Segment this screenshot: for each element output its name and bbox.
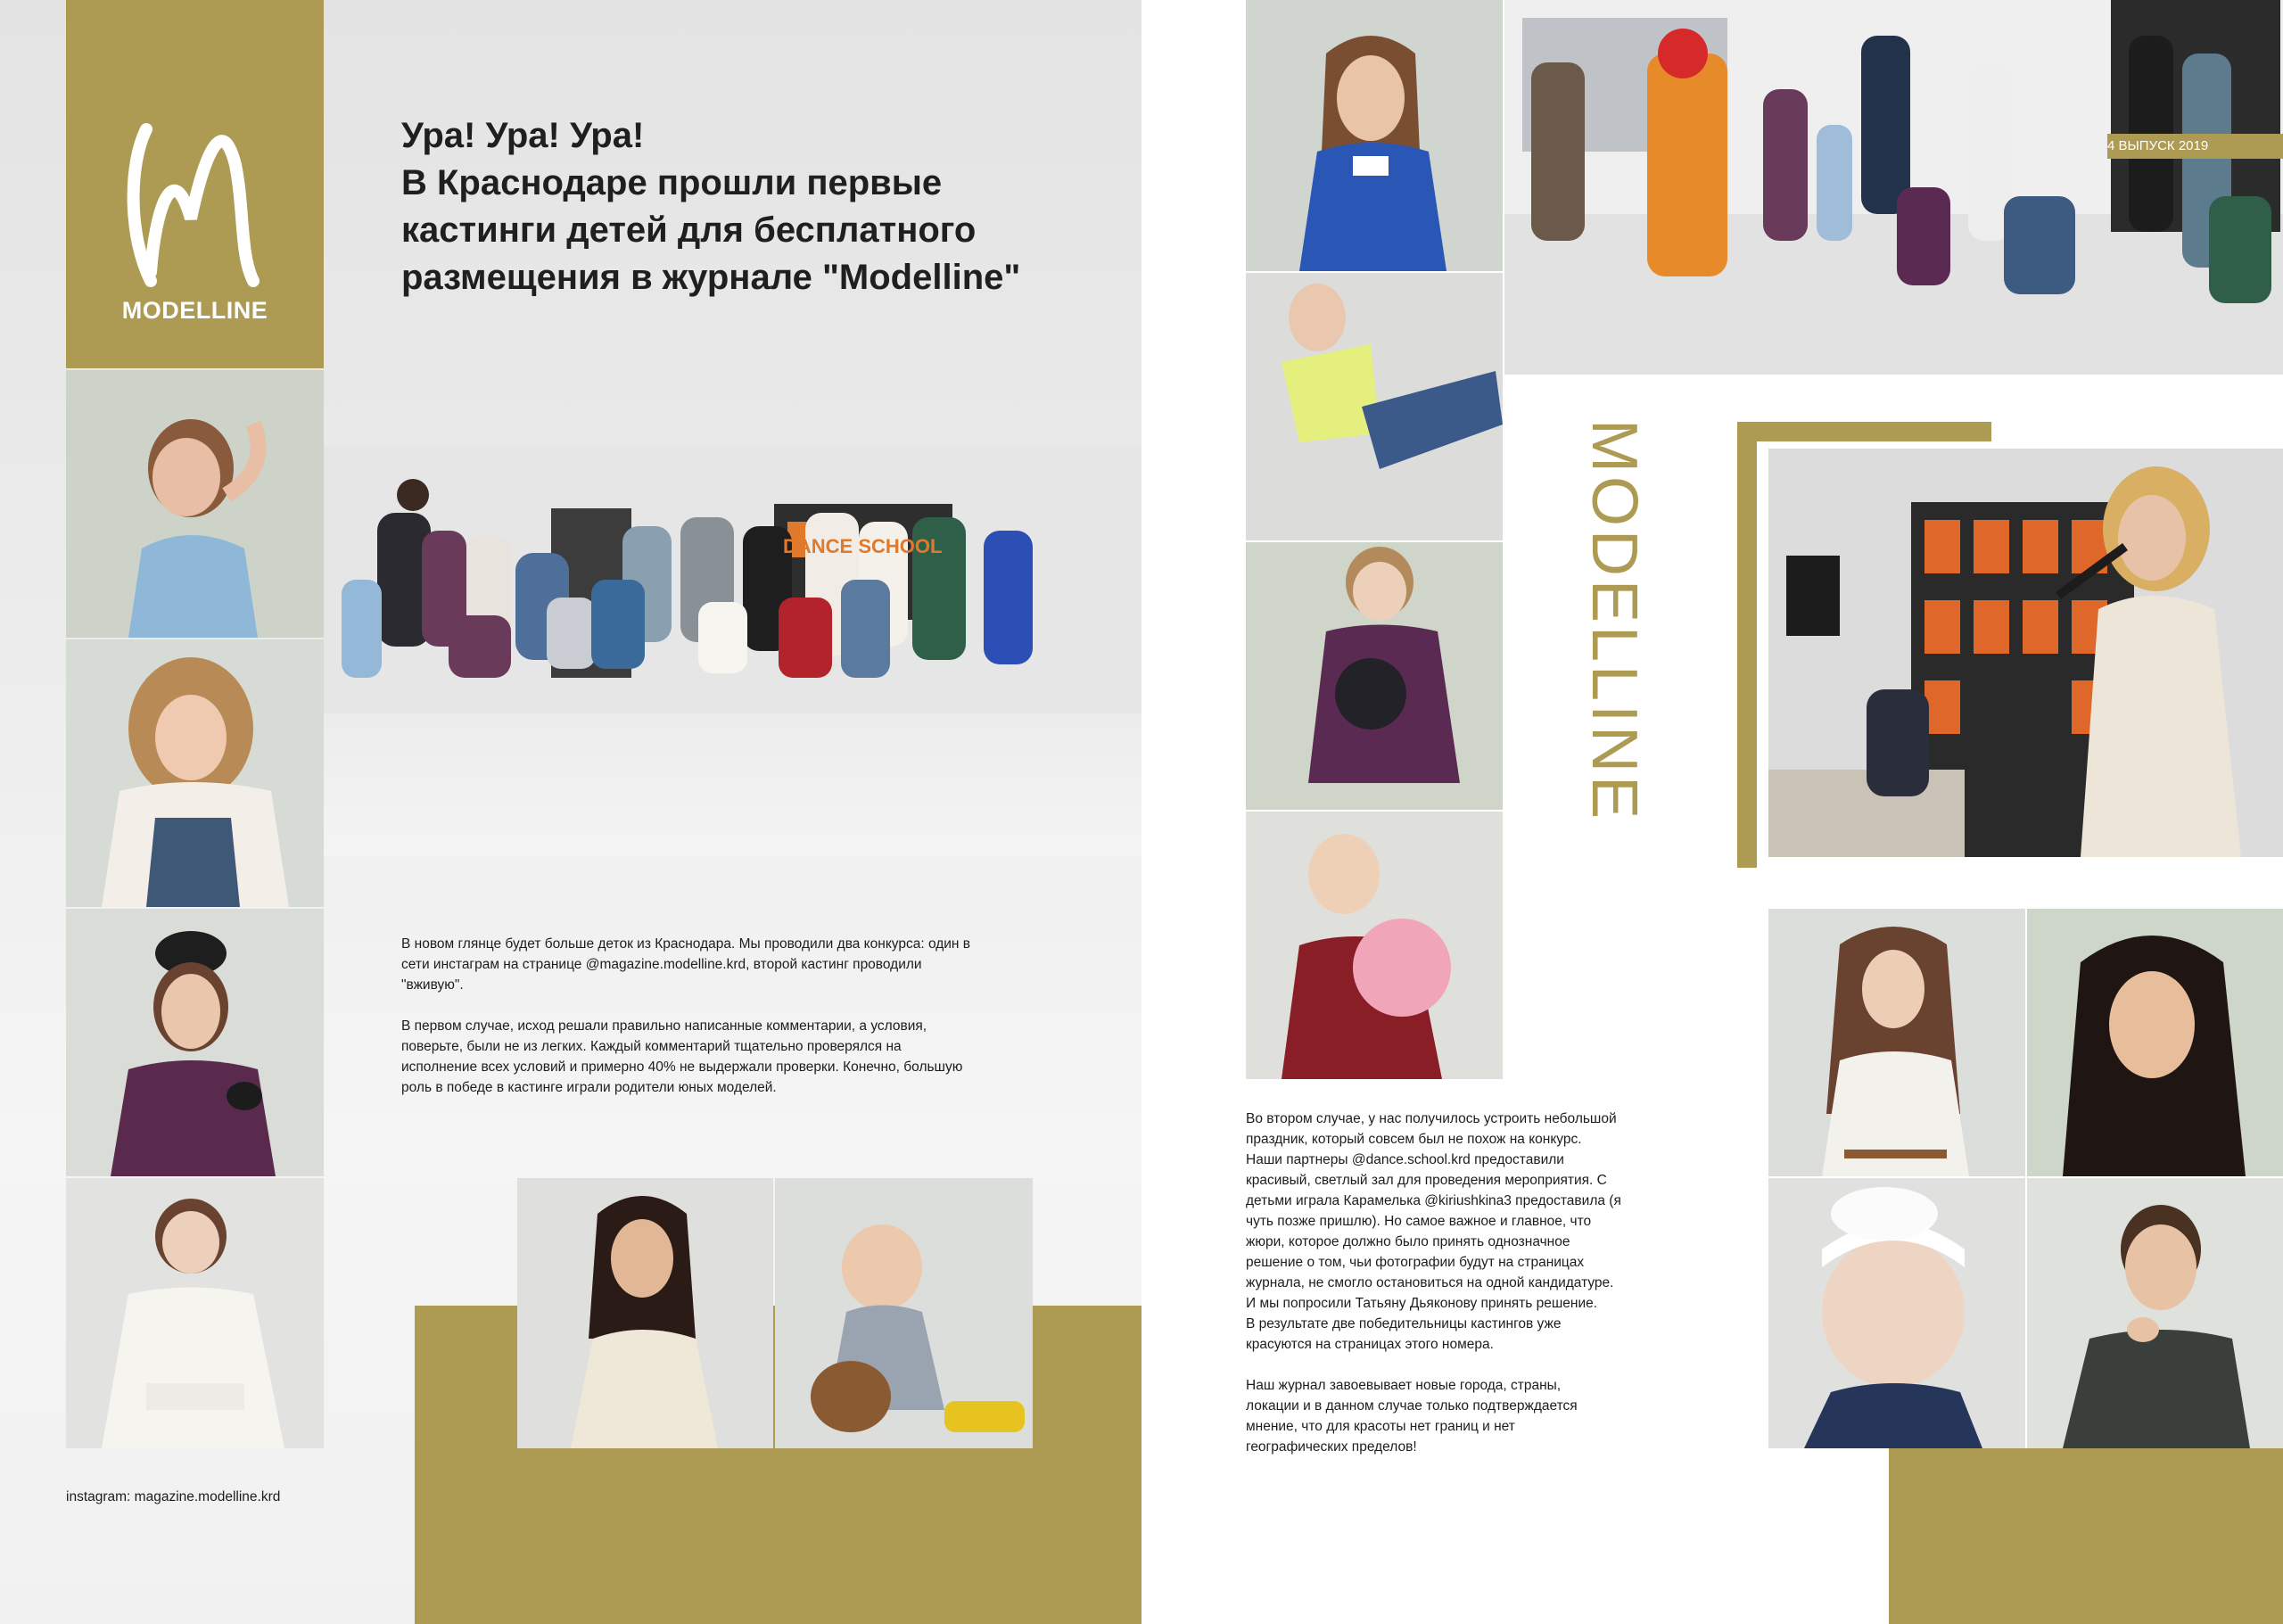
text-line: В новом глянце будет больше деток из Краснодара. Мы проводили два конкурса: один в [401,936,971,952]
photo-boy-pink-balloon [1246,812,1503,1079]
gold-frame-side [1737,422,1757,868]
text-line: детьми играла Карамелька @kiriushkina3 предоставила (я [1246,1193,1621,1208]
text-line: решение о том, чьи фотографии будут на страницах [1246,1255,1585,1270]
photo-toddler-white-dress [66,1178,324,1448]
text-line: В результате две победительницы кастингов уже [1246,1316,1562,1331]
text-line: праздник, который совсем был не похож на конкурс. [1246,1132,1582,1147]
photo-event-clown-kids [1504,0,2283,375]
photo-girl-blue-dress [66,370,324,638]
text-line: красуются на страницах этого номера. [1246,1337,1494,1352]
photo-girl-sitting-floor [1246,273,1503,540]
photo-girl-purple-dress-fascinator [66,909,324,1176]
photo-girl-blue-dress-bow [1246,0,1503,271]
text-line: роль в победе в кастинге играли родители юных моделей. [401,1080,777,1095]
group-photo [324,446,1142,856]
modelline-logo [66,0,324,368]
title-line: Ура! Ура! Ура! [401,116,645,155]
right-paragraph-1 [1246,1109,1692,1355]
title-line: размещения в журнале "Modelline" [401,258,1021,297]
title-line: В Краснодаре прошли первые [401,163,943,202]
text-line: И мы попросили Татьяну Дьяконову принять решение. [1246,1296,1598,1311]
photo-girl-long-hair-white [1768,909,2025,1176]
issue-label: 4 ВЫПУСК 2019 [2107,138,2209,153]
article-title [401,112,1159,301]
text-line: журнала, не смогло остановиться на одной кандидатуре. [1246,1275,1614,1290]
right-paragraph-2 [1246,1375,1692,1457]
photo-toddler-with-ball [1246,542,1503,810]
photo-boy-thinking [2027,1178,2283,1448]
photo-baby-white-headband [1768,1178,2025,1448]
text-line: локации и в данном случае только подтверждается [1246,1398,1578,1414]
photo-girl-denim-overalls [66,639,324,907]
photo-baby-teddy-bear [775,1178,1033,1448]
text-line: жюри, которое должно было принять однозначное [1246,1234,1570,1249]
photo-girl-cream-dress [517,1178,773,1448]
text-line: мнение, что для красоты нет границ и нет [1246,1419,1515,1434]
text-line: поверьте, были не из легких. Каждый комментарий тщательно проверялся на [401,1039,902,1054]
photo-speaker-microphone [1768,449,2283,857]
text-line: Наши партнеры @dance.school.krd предоставили [1246,1152,1564,1167]
text-line: В первом случае, исход решали правильно написанные комментарии, а условия, [401,1018,927,1034]
left-paragraph-1 [401,934,1079,995]
text-line: географических пределов! [1246,1439,1417,1455]
gold-accent-block-right [1889,1448,2283,1624]
logo-wordmark: MODELLINE [121,297,268,324]
left-paragraph-2 [401,1016,1079,1098]
text-line: исполнение всех условий и примерно 40% не выдержали проверки. Конечно, большую [401,1059,963,1075]
text-line: красивый, светлый зал для проведения мероприятия. С [1246,1173,1607,1188]
left-body-text [401,934,1079,1118]
photo-girl-dark-hair [2027,909,2283,1176]
text-line: сети инстаграм на странице @magazine.modelline.krd, второй кастинг проводили [401,957,922,972]
gold-frame-top [1737,422,1991,441]
text-line: чуть позже пришлю). Но самое важное и главное, что [1246,1214,1592,1229]
vertical-word-text: MODELLINE [1578,419,1650,823]
text-line: "вживую". [401,977,464,993]
title-line: кастинги детей для бесплатного [401,210,977,250]
instagram-handle: instagram: magazine.modelline.krd [66,1489,281,1504]
text-line: Во втором случае, у нас получилось устроить небольшой [1246,1111,1617,1126]
vertical-modelline-text [1578,419,1650,1097]
right-body-text [1246,1109,1692,1478]
group-photo-backdrop-text: DANCE SCHOOL [783,535,943,557]
text-line: Наш журнал завоевывает новые города, страны, [1246,1378,1562,1393]
m-monogram-icon [120,103,271,294]
